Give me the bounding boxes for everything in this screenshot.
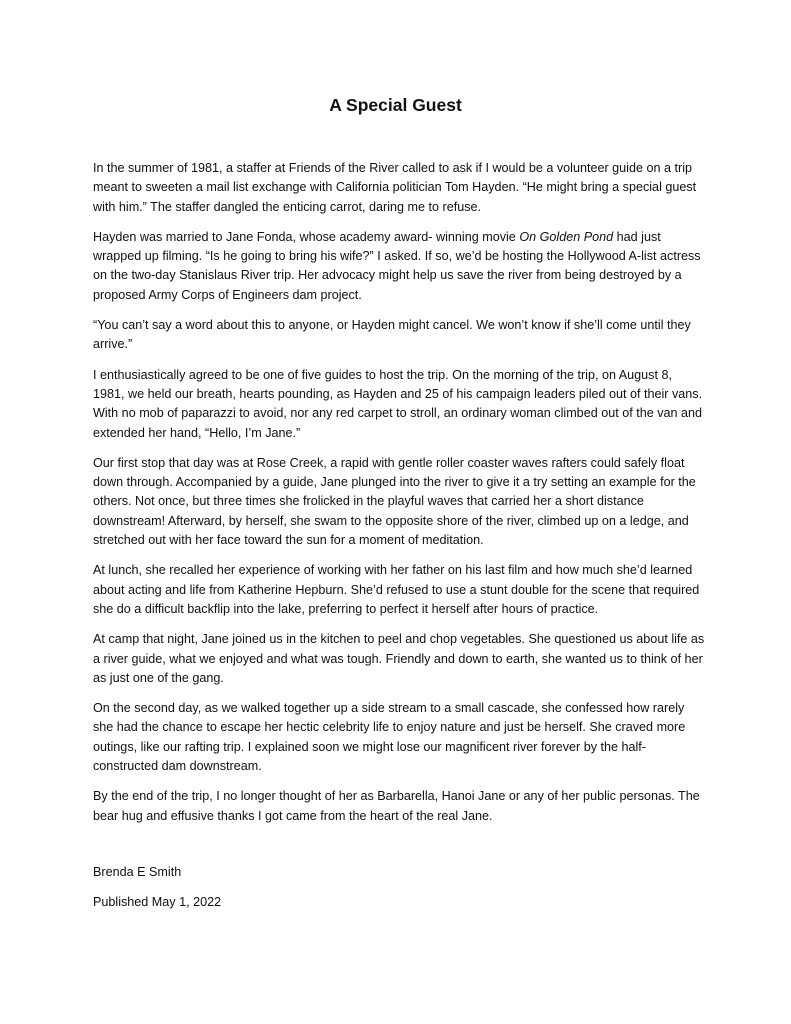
signature-block [93, 863, 705, 924]
paragraph-2-start: Hayden was married to Jane Fonda, whose academy award- winning movie [93, 229, 520, 244]
paragraph-8: On the second day, as we walked together up a side stream to a small cascade, she confessed how rarely she had the chance to escape her hectic celebrity life to enjoy nature and just be herself. She craved more outings, like our rafting trip. I explained soon we might lose our magnificent river forever by the half-constructed dam downstream. [93, 701, 686, 774]
publish-date: Published May 1, 2022 [93, 895, 222, 910]
movie-title: On Golden Pond [519, 229, 614, 244]
paragraph-7: At camp that night, Jane joined us in the kitchen to peel and chop vegetables. She questioned us about life as a river guide, what we enjoyed and what was tough. Friendly and down to earth, she wanted us to think of her as just one of the gang. [93, 632, 705, 685]
paragraph-2-end: had just wrapped up filming. “Is he going to bring his wife?” I asked. If so, we’d be hosting the Hollywood A-list actress on the two-day Stanislaus River trip. Her advocacy might help us save the river from being destroyed by a proposed Army Corps of Engineers dam project. [93, 229, 701, 302]
paragraph-4: I enthusiastically agreed to be one of five guides to host the trip. On the morning of the trip, on August 8, 1981, we held our breath, hearts pounding, as Hayden and 25 of his campaign leaders piled out of their vans. With no mob of paparazzi to avoid, nor any red carpet to stroll, an ordinary woman climbed out of the van and extended her hand, “Hello, I’m Jane.” [93, 367, 703, 440]
paragraph-3: “You can’t say a word about this to anyone, or Hayden might cancel. We won’t know if she’ll come until they arrive.” [93, 318, 691, 352]
paragraph-2 [93, 228, 705, 305]
document-body [93, 159, 705, 837]
paragraph-6: At lunch, she recalled her experience of working with her father on his last film and how much she’d learned about acting and life from Katherine Hepburn. She’d refused to use a stunt double for the scene that required she do a difficult backflip into the lake, preferring to perfect it herself after hours of practice. [93, 563, 700, 616]
author-name: Brenda E Smith [93, 865, 182, 879]
paragraph-9: By the end of the trip, I no longer thought of her as Barbarella, Hanoi Jane or any of her public personas. The bear hug and effusive thanks I got came from the heart of the real Jane. [93, 789, 700, 823]
paragraph-1: In the summer of 1981, a staffer at Friends of the River called to ask if I would be a volunteer guide on a trip meant to sweeten a mail list exchange with California politician Tom Hayden. “He might bring a special guest with him.” The staffer dangled the enticing carrot, daring me to refuse. [93, 161, 697, 214]
paragraph-5: Our first stop that day was at Rose Creek, a rapid with gentle roller coaster waves rafters could safely float down through. Accompanied by a guide, Jane plunged into the river to give it a try setting an example for the others. Not once, but three times she frolicked in the playful waves that carried her a short distance downstream! Afterward, by herself, she swam to the opposite shore of the river, climbed up on a ledge, and stretched out with her face toward the sun for a moment of meditation. [93, 455, 696, 548]
document-title: A Special Guest [329, 95, 462, 115]
